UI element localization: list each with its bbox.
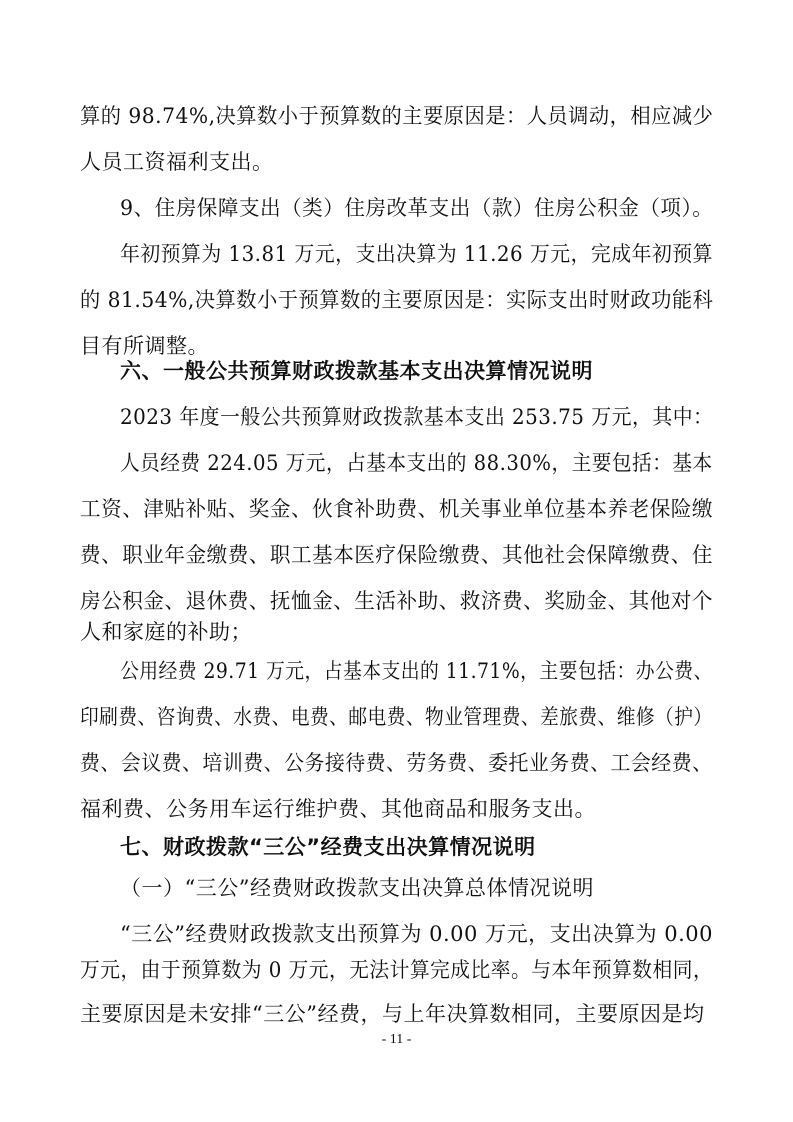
text-line: 工资、津贴补贴、奖金、伙食补助费、机关事业单位基本养老保险缴 xyxy=(80,497,713,521)
text-line: 的 81.54%,决算数小于预算数的主要原因是：实际支出时财政功能科 xyxy=(80,288,714,312)
text-line: 算的 98.74%,决算数小于预算数的主要原因是：人员调动，相应减少 xyxy=(80,104,714,128)
text-line: 9、住房保障支出（类）住房改革支出（款）住房公积金（项）。 xyxy=(120,196,714,220)
text-line: “三公”经费财政拨款支出预算为 0.00 万元，支出决算为 0.00 xyxy=(120,922,714,946)
text-line: 主要原因是未安排“三公”经费，与上年决算数相同，主要原因是均 xyxy=(80,1002,705,1026)
text-line: 人和家庭的补助； xyxy=(80,620,252,644)
text-line: 印刷费、咨询费、水费、电费、邮电费、物业管理费、差旅费、维修（护） xyxy=(80,705,713,729)
text-line: 万元，由于预算数为 0 万元，无法计算完成比率。与本年预算数相同， xyxy=(80,958,714,982)
section-heading: 六、一般公共预算财政拨款基本支出决算情况说明 xyxy=(120,359,593,383)
text-line: 福利费、公务用车运行维护费、其他商品和服务支出。 xyxy=(80,797,596,821)
text-line: 人员工资福利支出。 xyxy=(80,150,274,174)
page-number: - 11 - xyxy=(381,1032,412,1047)
section-heading: 七、财政拨款“三公”经费支出决算情况说明 xyxy=(120,835,536,859)
text-line: 2023 年度一般公共预算财政拨款基本支出 253.75 万元，其中： xyxy=(120,405,714,429)
text-line: 房公积金、退休费、抚恤金、生活补助、救济费、奖励金、其他对个 xyxy=(80,589,713,613)
text-line: 目有所调整。 xyxy=(80,334,209,358)
text-line: 费、会议费、培训费、公务接待费、劳务费、委托业务费、工会经费、 xyxy=(80,751,713,775)
text-line: 公用经费 29.71 万元，占基本支出的 11.71%，主要包括：办公费、 xyxy=(120,659,713,683)
text-line: 费、职业年金缴费、职工基本医疗保险缴费、其他社会保障缴费、住 xyxy=(80,543,713,567)
text-line: 人员经费 224.05 万元，占基本支出的 88.30%，主要包括：基本 xyxy=(120,451,713,475)
subsection-heading: （一）“三公”经费财政拨款支出决算总体情况说明 xyxy=(120,876,594,900)
text-line: 年初预算为 13.81 万元，支出决算为 11.26 万元，完成年初预算 xyxy=(120,242,713,266)
